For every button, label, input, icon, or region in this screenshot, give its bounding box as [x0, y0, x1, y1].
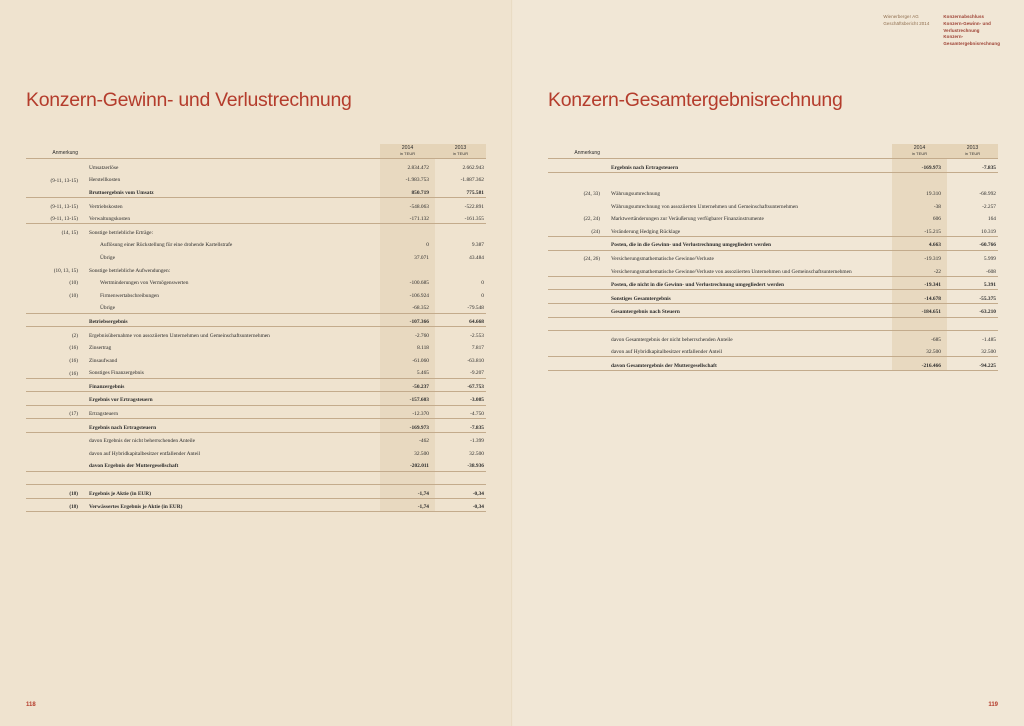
year-2013: 2013 [454, 145, 467, 151]
col-header-2013-right [947, 144, 998, 159]
row-label: Ergebnis vor Ertragsteuern [84, 392, 380, 406]
table-spacer-row [548, 173, 998, 186]
row-value-2014: 19.310 [892, 186, 947, 199]
row-label: Währungsumrechnung von assoziierten Unternehmen und Gemeinschaftsunternehmen [611, 203, 798, 210]
year-2013-right: 2013 [966, 145, 979, 151]
row-value-2014 [892, 317, 947, 331]
row-label: davon Gesamtergebnis der nicht beherrschenden Anteile [611, 336, 733, 343]
row-note: (9-11, 13-15) [50, 203, 78, 210]
row-label: Ergebnis je Aktie (in EUR) [84, 485, 380, 499]
table-row [26, 185, 486, 198]
row-value-2014: -107.366 [380, 313, 435, 327]
table-row [548, 198, 998, 211]
row-note: (24, 33) [583, 191, 600, 198]
unit-2013-right: in TEUR [964, 150, 981, 156]
company-name: Wienerberger AG [883, 14, 919, 19]
section-konzernabschluss: Konzernabschluss [943, 14, 985, 19]
row-note [26, 458, 84, 471]
row-value-2013: 10.319 [947, 223, 998, 236]
row-label: davon Ergebnis der nicht beherrschenden Anteile [89, 438, 196, 445]
row-label: davon auf Hybridkapitalbesitzer entfallender Anteil [606, 344, 892, 357]
col-header-anmerkung-right: Anmerkung [574, 150, 600, 157]
row-label: Ertragsteuern [84, 405, 380, 419]
row-value-2014: -548.063 [380, 198, 435, 211]
row-value-2013: 32.500 [469, 450, 484, 457]
row-label: Firmenwertabschreibungen [100, 292, 159, 299]
section-ge-1: Konzern- [943, 34, 964, 40]
row-note: (2) [71, 332, 78, 339]
row-label: Finanzergebnis [84, 378, 380, 392]
row-value-2014: -1.983.753 [380, 172, 435, 185]
table-row [26, 405, 486, 419]
table-row [26, 458, 486, 471]
section-gv-1: Konzern-Gewinn- und [943, 20, 991, 26]
row-value-2014 [380, 224, 435, 237]
row-note [548, 198, 606, 211]
row-value-2014: 32.500 [892, 344, 947, 357]
row-value-2013: -1.485 [982, 336, 996, 343]
comprehensive-income-table [548, 144, 998, 371]
row-value-2013: 0 [481, 292, 484, 299]
table-header-row-right [548, 144, 998, 159]
row-value-2013: -3.085 [435, 392, 486, 406]
row-note [26, 159, 84, 172]
row-value-2013: 0 [481, 280, 484, 287]
unit-2013: in TEUR [452, 150, 469, 156]
table-row [548, 331, 998, 344]
row-value-2014: -171.132 [380, 211, 435, 224]
row-label: Auflösung einer Rückstellung für eine drohende Kartellstrafe [100, 242, 233, 249]
row-label: Bruttoergebnis vom Umsatz [84, 185, 380, 198]
unit-2014: in TEUR [399, 150, 416, 156]
table-spacer-row [548, 317, 998, 331]
row-value-2013: 164 [987, 216, 996, 223]
table-row [26, 432, 486, 445]
row-value-2014: -169.973 [380, 419, 435, 433]
table-row [26, 327, 486, 340]
row-value-2014: 8.118 [380, 340, 435, 353]
running-head-company [883, 14, 929, 48]
table-row [548, 237, 998, 251]
row-value-2014 [380, 471, 435, 485]
row-label: Vertriebskosten [89, 203, 123, 210]
year-2014: 2014 [401, 145, 414, 151]
col-header-2014 [380, 144, 435, 159]
row-value-2013: 2.662.943 [435, 159, 486, 172]
row-note [548, 263, 606, 276]
row-value-2014: 850.719 [380, 185, 435, 198]
table-row [26, 224, 486, 237]
table-row [548, 250, 998, 263]
income-statement-table [26, 144, 486, 512]
table-row [548, 344, 998, 357]
table-row [26, 300, 486, 313]
row-value-2014: -68.352 [380, 300, 435, 313]
row-label: Ergebnis nach Ertragsteuern [84, 419, 380, 433]
row-value-2014: 2.834.472 [380, 159, 435, 172]
row-label: Betriebsergebnis [84, 313, 380, 327]
row-value-2014: -14.678 [892, 290, 947, 304]
row-value-2013 [947, 173, 998, 186]
row-value-2013: -63.210 [947, 303, 998, 317]
row-value-2013: -0,34 [435, 498, 486, 512]
row-note [26, 313, 84, 327]
table-row [26, 498, 486, 512]
row-label: Gesamtergebnis nach Steuern [606, 303, 892, 317]
row-note [548, 331, 606, 344]
row-label: Versicherungsmathematische Gewinne/Verluste von assoziierten Unternehmen und Gemeinschaftsunternehmen [606, 263, 892, 276]
col-header-anmerkung: Anmerkung [52, 150, 78, 157]
table-row [548, 357, 998, 371]
row-value-2014: -202.011 [380, 458, 435, 471]
table-row [26, 275, 486, 288]
row-label [84, 471, 380, 485]
row-value-2013: -60.766 [947, 237, 998, 251]
row-value-2013: -9.207 [435, 365, 486, 378]
row-value-2013: 43.484 [469, 254, 484, 261]
row-note: (18) [26, 498, 84, 512]
row-note [26, 432, 84, 445]
page-number-left: 118 [26, 702, 36, 708]
table-row [548, 290, 998, 304]
table-row [26, 313, 486, 327]
row-label: Posten, die nicht in die Gewinn- und Verlustrechnung umgegliedert werden [606, 276, 892, 290]
row-label: Wertminderungen von Vermögenswerten [100, 280, 189, 287]
row-label: Ergebnis nach Ertragsteuern [606, 159, 892, 173]
row-note [26, 300, 84, 313]
row-value-2013: -1.399 [470, 438, 484, 445]
row-label: davon Ergebnis der Muttergesellschaft [84, 458, 380, 471]
row-value-2013: -2.257 [982, 203, 996, 210]
row-value-2014: 0 [380, 237, 435, 250]
row-note: (14, 15) [61, 230, 78, 237]
row-note [26, 392, 84, 406]
year-2014-right: 2014 [913, 145, 926, 151]
row-value-2014: -19.341 [892, 276, 947, 290]
section-gv-2: Verlustrechnung [943, 27, 980, 33]
row-value-2013: -68.992 [979, 190, 996, 197]
table-body-left [26, 159, 486, 512]
row-value-2013 [947, 317, 998, 331]
row-label: Herstellkosten [89, 177, 121, 184]
row-note: (10, 13, 15) [53, 267, 78, 274]
table-row [548, 159, 998, 173]
row-value-2013: -67.753 [435, 378, 486, 392]
row-value-2014: -1,74 [380, 485, 435, 499]
row-note: (10) [69, 292, 78, 299]
table-head-right [548, 144, 998, 159]
running-head-section [943, 14, 1000, 48]
row-value-2014: 32.500 [380, 446, 435, 459]
row-label: Sonstige betriebliche Aufwendungen: [89, 267, 171, 274]
row-label: Posten, die in die Gewinn- und Verlustrechnung umgegliedert werden [606, 237, 892, 251]
row-value-2013: -7.835 [435, 419, 486, 433]
row-value-2014: -1,74 [380, 498, 435, 512]
table-row [26, 378, 486, 392]
row-value-2014: -462 [380, 432, 435, 445]
row-value-2014: 606 [892, 211, 947, 224]
row-value-2013: -79.548 [435, 300, 486, 313]
row-value-2014 [892, 173, 947, 186]
row-label: Sonstiges Finanzergebnis [84, 365, 380, 378]
row-value-2014: 5.465 [380, 365, 435, 378]
row-value-2014: -216.466 [892, 357, 947, 371]
row-value-2014: -61.060 [380, 352, 435, 365]
row-label [606, 173, 892, 186]
row-value-2014: -2.760 [380, 327, 435, 340]
right-page [512, 0, 1024, 726]
col-header-label-right [606, 144, 892, 159]
row-value-2013: 64.668 [435, 313, 486, 327]
row-value-2014: -184.651 [892, 303, 947, 317]
row-value-2013: -55.375 [947, 290, 998, 304]
row-note: (16) [69, 345, 78, 352]
row-value-2013: -38.936 [435, 458, 486, 471]
row-value-2014: -50.237 [380, 378, 435, 392]
row-value-2013: -2.553 [470, 332, 484, 339]
row-label: Veränderung Hedging Rücklage [606, 223, 892, 236]
row-label: Verwässertes Ergebnis je Aktie (in EUR) [84, 498, 380, 512]
table-row [26, 392, 486, 406]
row-value-2013: -94.225 [947, 357, 998, 371]
row-value-2014: -19.319 [892, 250, 947, 263]
row-value-2013: 9.387 [471, 242, 484, 249]
col-header-label [84, 144, 380, 159]
row-label: Übrige [100, 254, 115, 261]
row-value-2013: 32.500 [947, 344, 998, 357]
table-row [548, 276, 998, 290]
table-spacer-row [26, 471, 486, 485]
row-note [548, 303, 606, 317]
table-row [548, 211, 998, 224]
row-value-2013: -161.355 [435, 211, 486, 224]
table-body-right [548, 159, 998, 371]
table-row [26, 250, 486, 263]
row-note: (9-11, 13-15) [26, 211, 84, 224]
row-note [26, 250, 84, 263]
table-row [548, 223, 998, 236]
row-note [548, 290, 606, 304]
row-label: Zinsertrag [89, 345, 112, 352]
row-note: (9-11, 13-15) [50, 177, 78, 184]
row-note: (10) [69, 280, 78, 287]
row-value-2014: -106.924 [380, 287, 435, 300]
row-note [548, 159, 606, 173]
row-label: Übrige [84, 300, 380, 313]
table-row [26, 419, 486, 433]
row-value-2013: 5.999 [983, 255, 996, 262]
row-value-2014: -100.685 [380, 275, 435, 288]
table-row [26, 211, 486, 224]
row-note [548, 357, 606, 371]
table-row [548, 303, 998, 317]
row-value-2013 [435, 224, 486, 237]
running-head [883, 14, 1000, 48]
row-note [26, 185, 84, 198]
row-value-2013: -4.750 [435, 405, 486, 419]
row-value-2014: -22 [892, 263, 947, 276]
col-header-2014-right [892, 144, 947, 159]
report-name: Geschäftsbericht 2014 [883, 20, 930, 26]
row-value-2014: 4.663 [892, 237, 947, 251]
row-note: (18) [26, 485, 84, 499]
page-number-right: 119 [988, 702, 998, 708]
row-value-2013: -608 [947, 263, 998, 276]
row-note: (16) [69, 357, 78, 364]
row-label: Sonstiges Gesamtergebnis [606, 290, 892, 304]
row-value-2014: -169.973 [892, 159, 947, 173]
table-row [26, 159, 486, 172]
row-label: davon Gesamtergebnis der Muttergesellschaft [606, 357, 892, 371]
row-note: (17) [26, 405, 84, 419]
row-value-2013: 7.817 [471, 345, 484, 352]
row-value-2013: -1.887.362 [460, 177, 484, 184]
table-row [26, 365, 486, 378]
row-note [548, 344, 606, 357]
row-value-2013 [435, 471, 486, 485]
table-row [548, 186, 998, 199]
page-title-left: Konzern-Gewinn- und Verlustrechnung [26, 89, 352, 111]
row-note [548, 173, 606, 186]
table-row [26, 198, 486, 211]
row-label: Ergebnisübernahme von assoziierten Unternehmen und Gemeinschaftsunternehmen [89, 332, 270, 339]
section-ge-2: Gesamtergebnisrechnung [943, 41, 1000, 47]
table-row [26, 262, 486, 275]
row-note [548, 317, 606, 331]
table-row [26, 340, 486, 353]
row-value-2014: -12.370 [380, 405, 435, 419]
row-label: Versicherungsmathematische Gewinne/Verluste [611, 255, 714, 262]
row-note: (24, 26) [583, 256, 600, 263]
row-label: Zinsaufwand [89, 357, 118, 364]
row-note [26, 419, 84, 433]
row-value-2013: 775.581 [435, 185, 486, 198]
row-note [548, 237, 606, 251]
page-gutter [511, 0, 513, 726]
row-value-2013: -7.835 [947, 159, 998, 173]
table-row [548, 263, 998, 276]
row-value-2014 [380, 262, 435, 275]
row-note: (16) [26, 365, 84, 378]
row-value-2014: -15.215 [892, 223, 947, 236]
col-header-2013 [435, 144, 486, 159]
row-label: Verwaltungskosten [84, 211, 380, 224]
table-row [26, 287, 486, 300]
row-value-2014: 37.071 [380, 250, 435, 263]
row-label: Sonstige betriebliche Erträge: [89, 229, 154, 236]
page-title-right: Konzern-Gesamtergebnisrechnung [548, 89, 843, 111]
row-note [548, 276, 606, 290]
row-value-2013: -0,34 [435, 485, 486, 499]
table-row [26, 352, 486, 365]
row-note [26, 446, 84, 459]
table-row [26, 485, 486, 499]
row-value-2013: 5.391 [947, 276, 998, 290]
row-note: (24) [548, 223, 606, 236]
row-note [26, 471, 84, 485]
row-label: Marktwertänderungen zur Veräußerung verfügbarer Finanzinstrumente [611, 216, 764, 223]
table-head [26, 144, 486, 159]
unit-2014-right: in TEUR [911, 150, 928, 156]
row-value-2014: -38 [892, 198, 947, 211]
row-label [606, 317, 892, 331]
row-note [26, 378, 84, 392]
row-note [26, 237, 84, 250]
row-value-2014: -685 [892, 331, 947, 344]
row-value-2013: -522.891 [464, 203, 484, 210]
row-value-2013: -63.810 [467, 357, 484, 364]
row-label: Währungsumrechnung [611, 190, 661, 197]
row-value-2013 [435, 262, 486, 275]
table-header-row [26, 144, 486, 159]
row-note: (22, 24) [583, 216, 600, 223]
row-label: davon auf Hybridkapitalbesitzer entfallender Anteil [89, 450, 201, 457]
row-value-2014: -157.603 [380, 392, 435, 406]
row-label: Umsatzerlöse [84, 159, 380, 172]
table-row [26, 172, 486, 185]
table-row [26, 446, 486, 459]
table-row [26, 237, 486, 250]
